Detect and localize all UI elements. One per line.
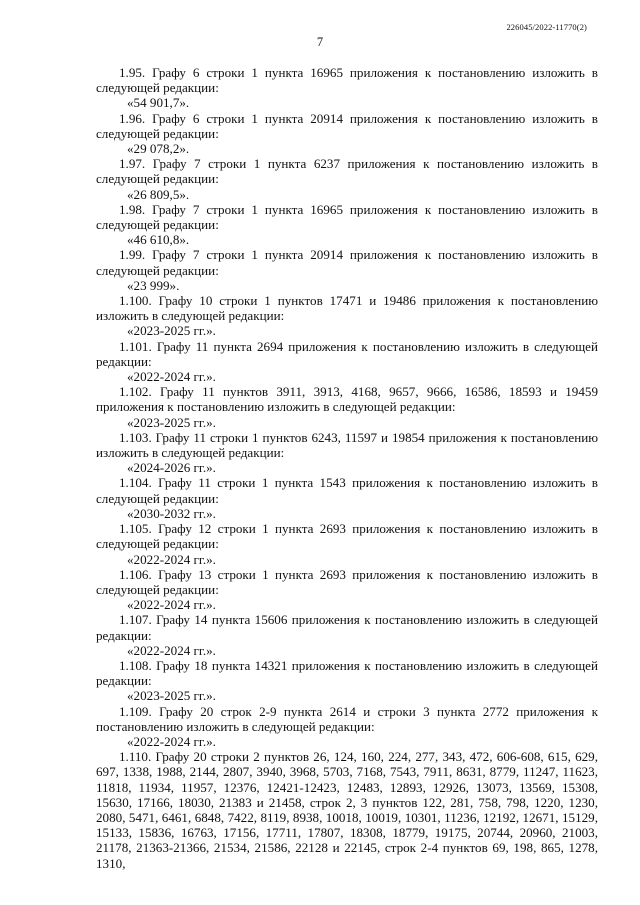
amendment-value: «2023-2025 гг.». (127, 688, 216, 704)
amendment-paragraph: 1.98. Графу 7 строки 1 пункта 16965 приложения к постановлению изложить в следующей редакции: (96, 201, 598, 233)
amendment-value: «26 809,5». (127, 186, 190, 202)
amendment-paragraph: 1.110. Графу 20 строки 2 пунктов 26, 124, 160, 224, 277, 343, 472, 606-608, 615, 629, 697, 1338, 1988, 2144, 2807, 3940, 3968, 5703, 7168, 7543, 7911, 8631, 8779, 11247, 11623, 11818, 11934, 11957, 12376, 12421-12423, 12483, 12893, 12926, 13073, 13569, 15308, 15630, 17166, 18030, 21383 и 21458, строк 2, 3 пунктов 122, 281, 758, 798, 1220, 1230, 2080, 5471, 6461, 6848, 7422, 8119, 8938, 10018, 10019, 10301, 11236, 12192, 12671, 15129, 15133, 15836, 16763, 17156, 17711, 17807, 18308, 18779, 19175, 20744, 20960, 21003, 21178, 21363-21366, 21534, 21586, 22128 и 22145, строк 2-4 пунктов 69, 198, 865, 1278, 1310, (96, 749, 598, 871)
amendment-paragraph: 1.96. Графу 6 строки 1 пункта 20914 приложения к постановлению изложить в следующей редакции: (96, 110, 598, 141)
page-number: 7 (316, 35, 324, 49)
amendment-paragraph: 1.107. Графу 14 пункта 15606 приложения к постановлению изложить в следующей редакции: (96, 612, 598, 643)
amendment-value: «46 610,8». (127, 232, 190, 248)
amendment-value: «2030-2032 гг.». (127, 505, 216, 521)
document-body (96, 65, 598, 871)
amendment-value: «2022-2024 гг.». (127, 642, 216, 658)
amendment-paragraph: 1.105. Графу 12 строки 1 пункта 2693 приложения к постановлению изложить в следующей редакции: (96, 521, 598, 552)
amendment-value: «2022-2024 гг.». (127, 597, 216, 613)
amendment-value: «23 999». (127, 277, 180, 293)
amendment-paragraph: 1.103. Графу 11 строки 1 пунктов 6243, 11597 и 19854 приложения к постановлению изложить в следующей редакции: (96, 429, 598, 461)
amendment-paragraph: 1.108. Графу 18 пункта 14321 приложения к постановлению изложить в следующей редакции: (96, 657, 598, 689)
amendment-value: «2022-2024 гг.». (127, 733, 216, 749)
document-id: 226045/2022-11770(2) (506, 22, 587, 32)
amendment-paragraph: 1.95. Графу 6 строки 1 пункта 16965 приложения к постановлению изложить в следующей редакции: (96, 65, 598, 96)
amendment-paragraph: 1.97. Графу 7 строки 1 пункта 6237 приложения к постановлению изложить в следующей редакции: (96, 156, 598, 187)
amendment-value: «2022-2024 гг.». (127, 369, 216, 385)
amendment-value: «2022-2024 гг.». (127, 551, 216, 567)
amendment-paragraph: 1.109. Графу 20 строк 2-9 пункта 2614 и строки 3 пункта 2772 приложения к постановлению изложить в следующей редакции: (96, 703, 598, 734)
amendment-value: «2024-2026 гг.». (127, 460, 216, 476)
amendment-value: «29 078,2». (127, 141, 190, 157)
amendment-paragraph: 1.104. Графу 11 строки 1 пункта 1543 приложения к постановлению изложить в следующей редакции: (96, 475, 598, 506)
amendment-value: «54 901,7». (127, 95, 190, 111)
amendment-paragraph: 1.102. Графу 11 пунктов 3911, 3913, 4168, 9657, 9666, 16586, 18593 и 19459 приложения к постановлению изложить в следующей редакции: (96, 384, 598, 415)
amendment-paragraph: 1.106. Графу 13 строки 1 пункта 2693 приложения к постановлению изложить в следующей редакции: (96, 566, 598, 597)
amendment-paragraph: 1.99. Графу 7 строки 1 пункта 20914 приложения к постановлению изложить в следующей редакции: (96, 247, 598, 278)
amendment-paragraph: 1.101. Графу 11 пункта 2694 приложения к постановлению изложить в следующей редакции: (96, 338, 598, 369)
amendment-paragraph: 1.100. Графу 10 строки 1 пунктов 17471 и 19486 приложения к постановлению изложить в следующей редакции: (96, 293, 598, 324)
amendment-value: «2023-2025 гг.». (127, 323, 216, 339)
amendment-value: «2023-2025 гг.». (127, 414, 216, 430)
